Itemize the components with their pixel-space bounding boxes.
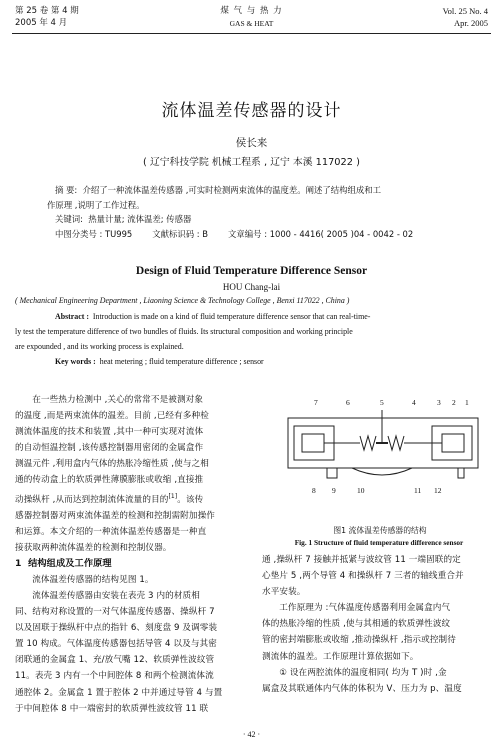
author-en: HOU Chang-lai [222, 282, 281, 292]
part-label: 7 [314, 398, 318, 407]
part-label: 11 [414, 486, 422, 495]
part-label: 3 [437, 398, 441, 407]
volume-issue-cn: 第 25 卷 第 4 期 [15, 6, 79, 16]
para-line: 通的传动盒上的软质弹性薄膜膨胀或收缩 ,直接推 [15, 475, 204, 486]
para-line: 属盒及其联通体内气体的体积为 V、压力为 p、温度 [262, 683, 462, 694]
figure-caption-en: Fig. 1 Structure of fluid temperature difference sensor [294, 538, 464, 547]
keywords-label-cn: 关键词: [55, 214, 83, 224]
section-number: 1 [15, 557, 22, 569]
para-line: 水平安装。 [262, 587, 306, 598]
para-line: 以及固联于操纵杆中点的指针 6、刻度盘 9 及调零装 [15, 623, 218, 634]
article-number: 文章编号 : 1000 - 4416( 2005 )04 - 0042 - 02 [228, 228, 414, 239]
zero-adjust [327, 468, 337, 478]
keywords-cn: 热量计量; 流体温差; 传感器 [88, 214, 192, 224]
para-line: 在一些热力检测中 ,关心的常常不是被测对象 [32, 395, 204, 405]
author-cn: 侯长来 [235, 137, 268, 149]
part-label: 10 [357, 486, 365, 495]
section-title: 结构组成及工作原理 [28, 557, 112, 569]
part-label: 12 [434, 486, 442, 495]
part-label: 5 [380, 398, 384, 407]
page-title-en: Design of Fluid Temperature Difference Sensor [135, 265, 368, 277]
para-line: 感器控制器对两束流体温差的检测和控制需附加操作 [15, 510, 215, 521]
dial-arc [352, 468, 412, 475]
para-line: 于中间腔体 8 中一端密封的软质弹性波纹管 11 联 [15, 703, 209, 714]
sensor-structure-diagram [282, 398, 482, 498]
volume-issue-en: Vol. 25 No. 4 [442, 6, 488, 16]
part-label: 4 [412, 398, 416, 407]
date-en: Apr. 2005 [454, 18, 488, 28]
part-label: 8 [312, 486, 316, 495]
keywords-label-en: Key words : [55, 357, 96, 366]
abstract-en [15, 309, 490, 369]
left-column [15, 392, 241, 717]
keywords-en: heat metering ; fluid temperature difference ; sensor [99, 357, 264, 366]
para-line: 工作原理为 :气体温度传感器利用金属盒内气 [279, 603, 451, 614]
abstract-en-line-3: are expounded , and its working process is explained. [15, 342, 184, 351]
page-number: · 42 · [242, 730, 261, 739]
abstract-cn [47, 183, 475, 241]
para-line: 流体温差传感器的结构见图 1。 [32, 574, 154, 585]
left-bellows [360, 436, 376, 450]
part-label: 1 [465, 398, 469, 407]
abstract-en-line-2: ly test the temperature difference of two bundles of fluids. Its structural composition and working principle [15, 327, 353, 336]
right-column [262, 552, 492, 697]
para-line: 11。表壳 3 内有一个中间腔体 8 和两个检测流体流 [15, 671, 214, 682]
part-label: 2 [452, 398, 456, 407]
para-line: ① 设在两腔流体的温度相同( 均为 T )时 ,金 [279, 667, 447, 678]
date-cn: 2005 年 4 月 [15, 18, 68, 28]
para-line: 心垫片 5 ,两个导管 4 和操纵杆 7 三者的轴线重合并 [262, 571, 464, 582]
para-line: 动操纵杆 ,从而达到控制流体流量的目的 [15, 494, 169, 505]
abstract-en-line-1: Introduction is made on a kind of fluid temperature difference sensor that can real-time- [92, 312, 371, 321]
right-metal-box [442, 434, 464, 452]
para-line: 闭联通的金属盒 1、充/放气嘴 12、软质弹性波纹管 [15, 655, 215, 666]
affiliation-en: ( Mechanical Engineering Department , Liaoning Science & Technology College , Benxi 117022 , China ) [15, 296, 350, 305]
classification-number: 中图分类号 : TU995 [55, 228, 133, 239]
para-line: 体的热胀冷缩的性质 ,使与其相通的软质弹性波纹 [262, 619, 451, 630]
left-metal-box [302, 434, 324, 452]
para-line: 的自动恒温控制 ,该传感控制器用密闭的金属盒作 [15, 443, 204, 454]
para-line: 通 ,操纵杆 7 接触并抵紧与波纹管 11 一端固联的定 [262, 555, 461, 565]
abstract-label-cn: 摘 要: [55, 185, 78, 195]
abstract-text-cn-2: 作原理 ,说明了工作过程。 [47, 199, 145, 210]
para-line: 测流体温度的技术和装置 ,其中一种可实现对流体 [15, 427, 204, 438]
header-rule [12, 33, 491, 34]
figure-diagram [282, 398, 482, 498]
para-line-tail: 。该传 [177, 494, 204, 505]
para-line: 测流体的温差。工作原理计算依据如下。 [262, 651, 419, 662]
para-line: 通腔体 2。金属盒 1 置于腔体 2 中并通过导管 4 与置 [15, 687, 223, 698]
gas-nozzle [458, 468, 464, 478]
para-line: 接获取两种流体温差的检测和控制仪器。 [15, 542, 172, 553]
reference-mark: [1] [168, 492, 178, 500]
document-code: 文献标识码 : B [152, 228, 209, 239]
abstract-text-cn-1: 介绍了一种流体温差传感器 ,可实时检测两束流体的温度差。阐述了结构组成和工 [82, 185, 382, 195]
journal-name-cn: 煤 气 与 热 力 [220, 6, 283, 16]
para-line: 和运算。本文介绍的一种流体温差传感器是一种直 [15, 526, 207, 537]
para-line: 流体温差传感器由安装在表壳 3 内的材质相 [32, 590, 200, 601]
para-line: 同、结构对称设置的一对气体温度传感器、操纵杆 7 [15, 607, 215, 618]
para-line: 测温元件 ,利用盒内气体的热胀冷缩性质 ,使与之相 [15, 459, 209, 470]
abstract-label-en: Abstract : [55, 312, 89, 321]
page-title-cn: 流体温差传感器的设计 [161, 101, 342, 121]
journal-name-en: GAS & HEAT [229, 19, 274, 28]
para-line: 的温度 ,而是两束流体的温差。目前 ,已经有多种检 [15, 411, 209, 422]
right-bellows [388, 436, 404, 450]
part-label: 6 [346, 398, 350, 407]
part-label: 9 [332, 486, 336, 495]
affiliation-cn: ( 辽宁科技学院 机械工程系 , 辽宁 本溪 117022 ) [143, 157, 360, 168]
figure-caption-cn: 图1 流体温差传感器的结构 [333, 526, 427, 535]
para-line: 置 10 构成。气体温度传感器包括导管 4 以及与其密 [15, 639, 217, 650]
para-line: 管的密封端膨胀或收缩 ,推动操纵杆 ,指示或控制待 [262, 635, 456, 646]
